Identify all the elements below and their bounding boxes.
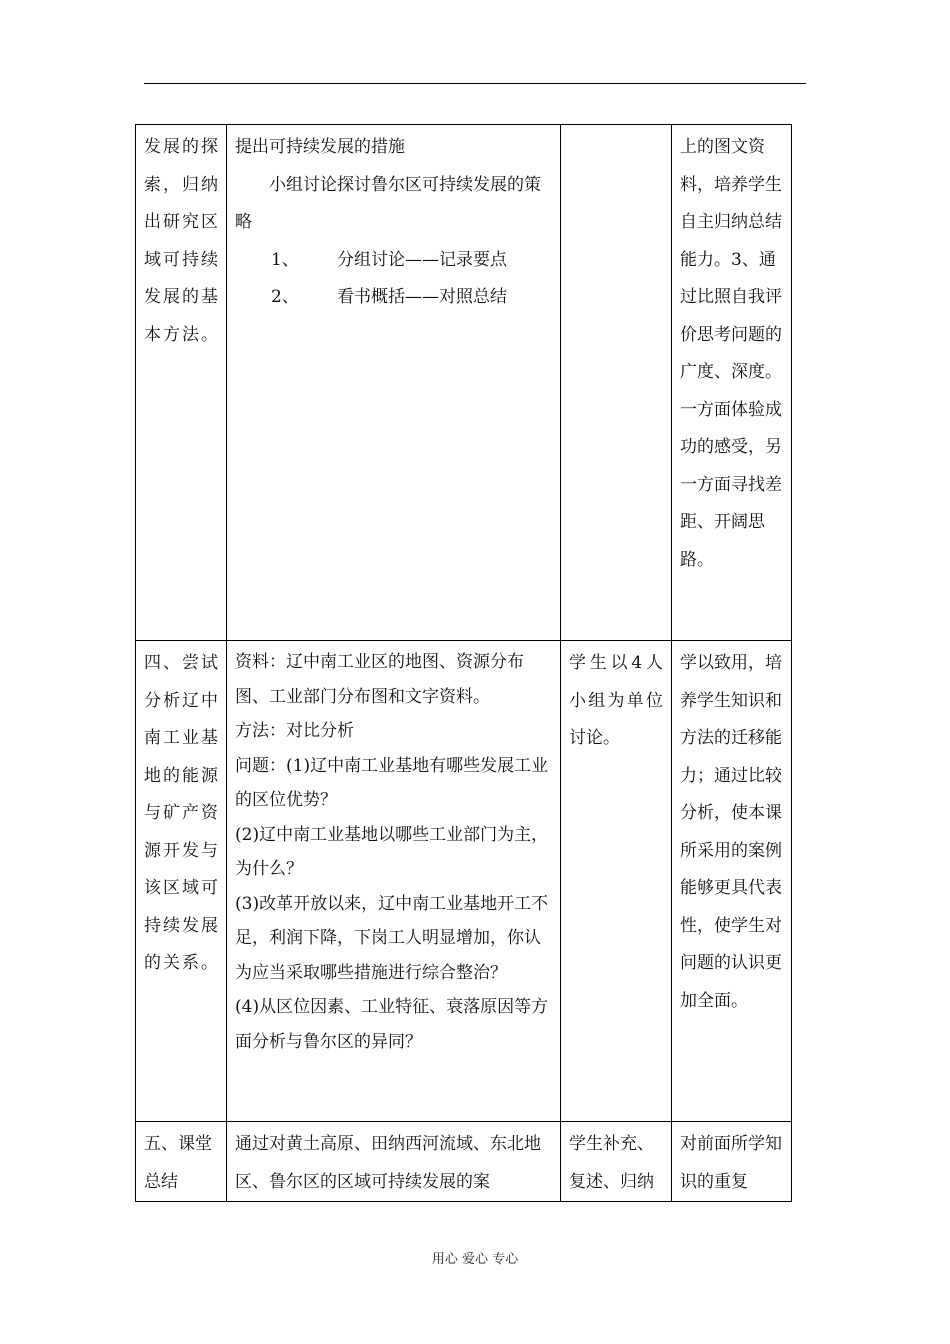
activity-cell: [561, 125, 672, 641]
content-paragraph: 小组讨论探讨鲁尔区可持续发展的策略: [235, 174, 541, 232]
list-item-text: 看书概括——对照总结: [337, 287, 507, 307]
content-line: (4)从区位因素、工业特征、衰落原因等方面分析与鲁尔区的异同？: [235, 997, 549, 1052]
activity-text: 学生以4人小组为单位讨论。: [569, 653, 663, 748]
content-line: (3)改革开放以来，辽中南工业基地开工不足，利润下降，下岗工人明显增加，你认为应当采取哪些措施进行综合整治？: [235, 893, 549, 983]
list-item-number: 1、: [271, 249, 299, 270]
list-item: [235, 279, 552, 317]
list-item-text: 分组讨论——记录要点: [337, 249, 507, 270]
stage-cell: 四、尝试分析辽中南工业基地的能源与矿产资源开发与该区域可持续发展的关系。: [136, 641, 227, 1122]
intent-cell: 上的图文资料，培养学生自主归纳总结能力。3、通过比照自我评价思考问题的广度、深度。一方面体验成功的感受，另一方面寻找差距、开阔思路。: [672, 125, 792, 641]
content-line: 方法：对比分析: [235, 721, 354, 741]
content-title: 提出可持续发展的措施: [235, 137, 405, 157]
content-line: (2)辽中南工业基地以哪些工业部门为主，为什么？: [235, 824, 549, 879]
list-item: [235, 242, 552, 280]
content-cell: 通过对黄土高原、田纳西河流域、东北地区、鲁尔区的区域可持续发展的案: [227, 1122, 561, 1202]
table-row: [136, 1122, 792, 1202]
header-rule: [144, 83, 806, 84]
content-line: 问题：(1)辽中南工业基地有哪些发展工业的区位优势？: [235, 755, 549, 810]
intent-cell: 对前面所学知识的重复: [672, 1122, 792, 1202]
stage-cell: 发展的探索，归纳出研究区域可持续发展的基本方法。: [136, 125, 227, 641]
content-line: 资料：辽中南工业区的地图、资源分布图、工业部门分布图和文字资料。: [235, 652, 524, 707]
activity-cell: 学生补充、复述、归纳: [561, 1122, 672, 1202]
table-row: [136, 125, 792, 641]
content-cell: [227, 125, 561, 641]
content-cell: [227, 641, 561, 1122]
list-item-number: 2、: [271, 287, 299, 307]
activity-cell: [561, 641, 672, 1122]
stage-cell: 五、课堂总结: [136, 1122, 227, 1202]
intent-cell: 学以致用，培养学生知识和方法的迁移能力；通过比较分析，使本课所采用的案例能够更具代表性，使学生对问题的认识更加全面。: [672, 641, 792, 1122]
lesson-plan-table: [135, 124, 792, 1202]
table-row: [136, 641, 792, 1122]
page-footer: 用心 爱心 专心: [431, 1252, 519, 1267]
